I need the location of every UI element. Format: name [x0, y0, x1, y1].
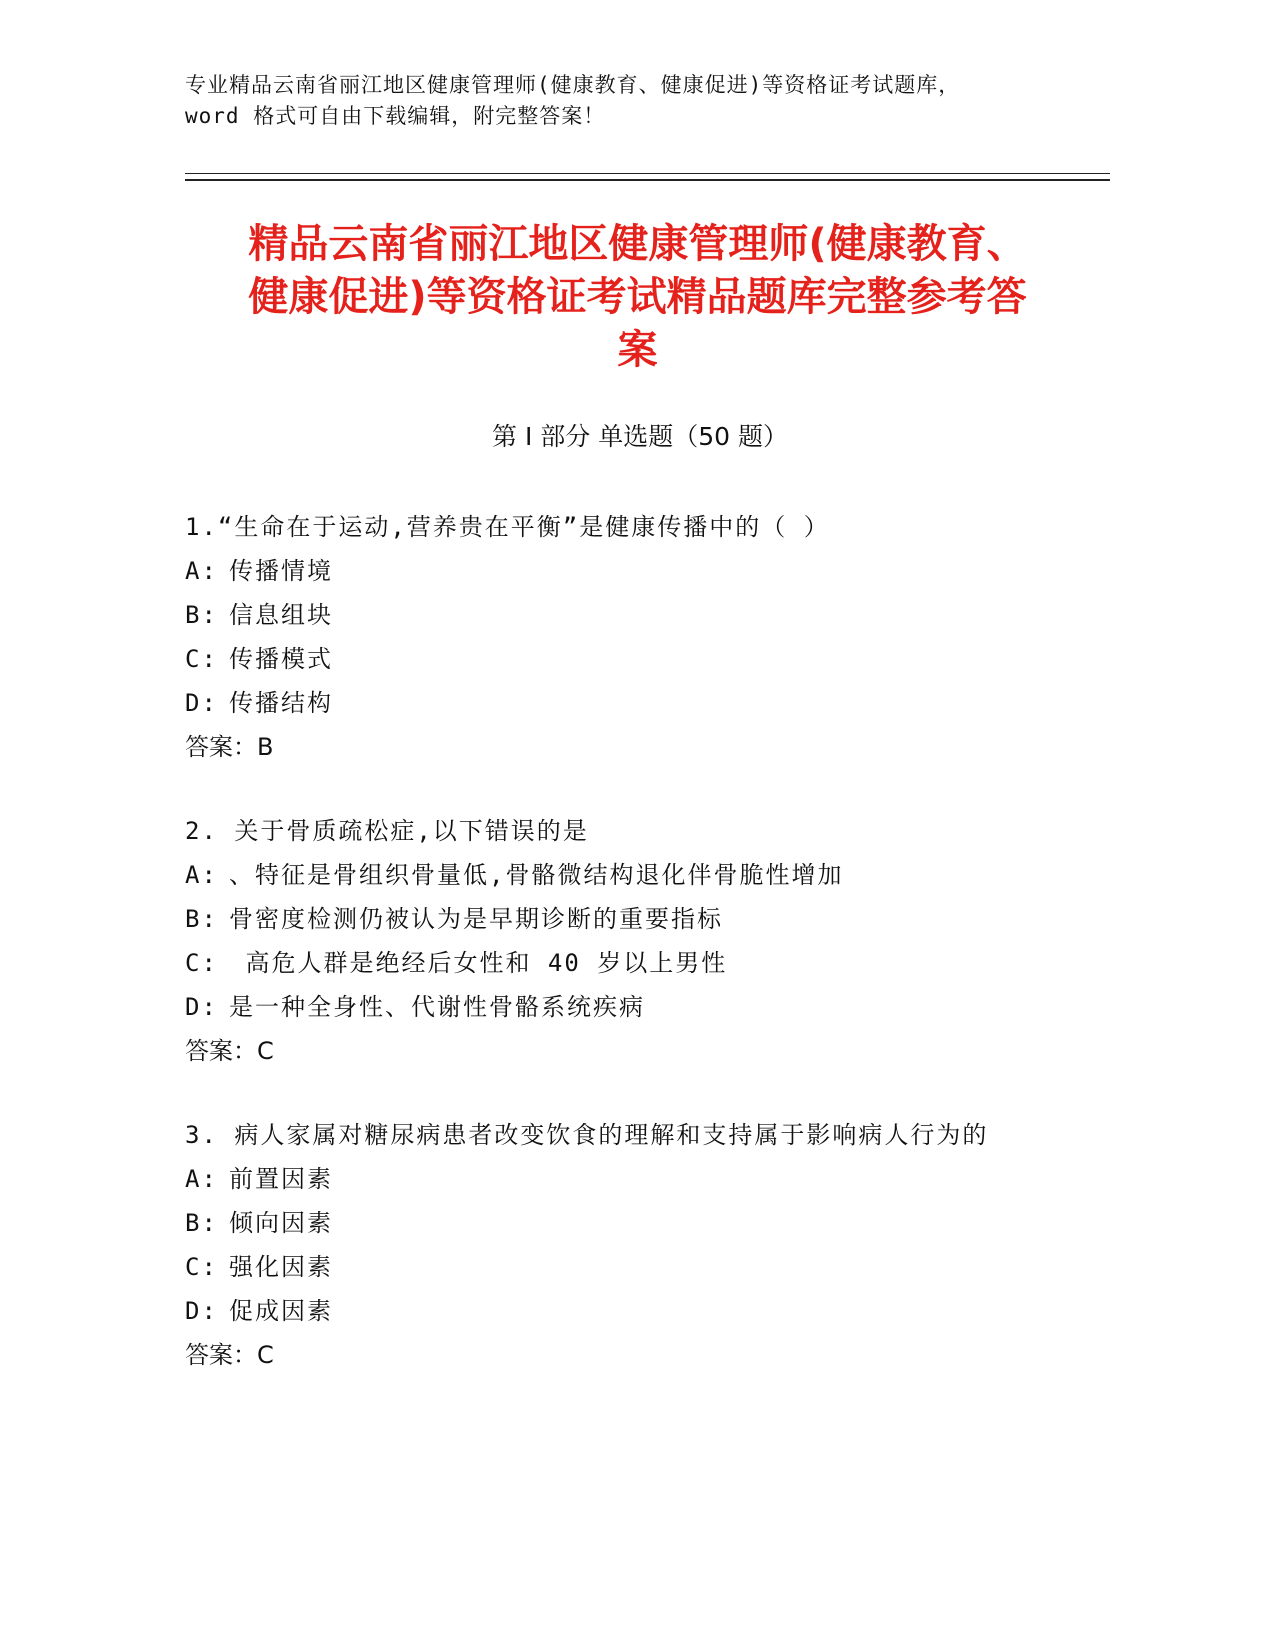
header-divider-thick — [185, 179, 1110, 181]
option-text: 传播结构 — [229, 689, 333, 717]
option-text: 促成因素 — [229, 1297, 333, 1325]
option-text: 倾向因素 — [229, 1209, 333, 1237]
question-1 — [185, 505, 1115, 769]
option-letter: B: — [185, 601, 218, 629]
option-d — [185, 681, 1115, 725]
option-text: 传播模式 — [229, 645, 333, 673]
answer-line: 答案：C — [185, 1341, 274, 1369]
option-letter: C: — [185, 1253, 218, 1281]
answer-line: 答案：C — [185, 1037, 274, 1065]
question-2 — [185, 809, 1115, 1073]
option-text: 骨密度检测仍被认为是早期诊断的重要指标 — [229, 905, 723, 933]
option-letter: C: — [185, 949, 218, 977]
option-b — [185, 897, 1115, 941]
option-text: 前置因素 — [229, 1165, 333, 1193]
option-a — [185, 853, 1115, 897]
header-note-line-1: 专业精品云南省丽江地区健康管理师(健康教育、健康促进)等资格证考试题库， — [185, 73, 961, 97]
header-note — [185, 70, 1115, 132]
question-list — [185, 505, 1115, 1417]
option-c — [185, 637, 1115, 681]
option-a — [185, 1157, 1115, 1201]
option-c — [185, 1245, 1115, 1289]
option-letter: B: — [185, 1209, 218, 1237]
question-stem: 1.“生命在于运动,营养贵在平衡”是健康传播中的（ ） — [185, 513, 830, 541]
option-d — [185, 985, 1115, 1029]
option-b — [185, 593, 1115, 637]
option-c — [185, 941, 1115, 985]
option-letter: A: — [185, 557, 218, 585]
option-d — [185, 1289, 1115, 1333]
option-text: 传播情境 — [229, 557, 333, 585]
section-title: 第 I 部分 单选题（50 题） — [492, 422, 788, 451]
header-divider-thin — [185, 173, 1110, 174]
question-stem: 3. 病人家属对糖尿病患者改变饮食的理解和支持属于影响病人行为的 — [185, 1121, 989, 1149]
option-letter: D: — [185, 993, 218, 1021]
answer-line: 答案：B — [185, 733, 274, 761]
option-text: 是一种全身性、代谢性骨骼系统疾病 — [229, 993, 645, 1021]
option-text: 、特征是骨组织骨量低,骨骼微结构退化伴骨脆性增加 — [229, 861, 844, 889]
option-text: 强化因素 — [229, 1253, 333, 1281]
option-text: 信息组块 — [229, 601, 333, 629]
question-3 — [185, 1113, 1115, 1377]
option-letter: D: — [185, 689, 218, 717]
option-letter: A: — [185, 1165, 218, 1193]
option-a — [185, 549, 1115, 593]
document-title-line-1: 精品云南省丽江地区健康管理师(健康教育、 — [248, 221, 1027, 267]
document-title-line-2: 健康促进)等资格证考试精品题库完整参考答 — [248, 274, 1027, 320]
option-letter: B: — [185, 905, 218, 933]
document-title-line-3: 案 — [617, 327, 658, 373]
option-letter: D: — [185, 1297, 218, 1325]
header-note-line-2: word 格式可自由下载编辑，附完整答案！ — [185, 104, 606, 128]
question-stem: 2. 关于骨质疏松症,以下错误的是 — [185, 817, 589, 845]
option-text: 高危人群是绝经后女性和 40 岁以上男性 — [229, 949, 728, 977]
option-letter: A: — [185, 861, 218, 889]
document-title — [160, 218, 1115, 377]
option-letter: C: — [185, 645, 218, 673]
option-b — [185, 1201, 1115, 1245]
